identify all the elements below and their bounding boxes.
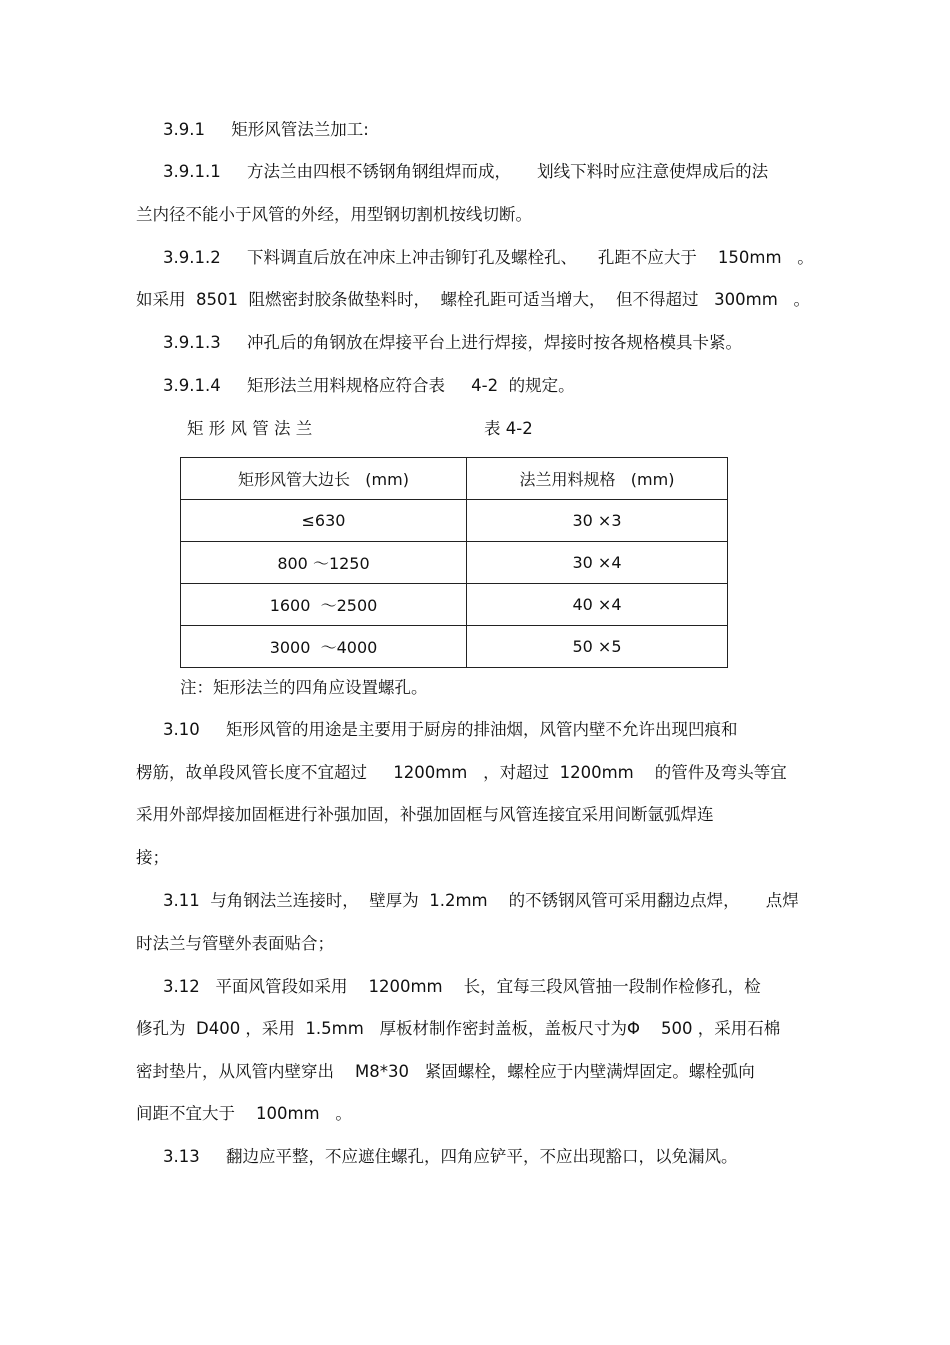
table-row bbox=[181, 626, 728, 668]
table-cell: 3000 ～4000 bbox=[181, 626, 467, 668]
table-header-cell: 法兰用料规格 (mm) bbox=[467, 458, 728, 500]
section-3-12-line-2: 修孔为 D400 ，采用 1.5mm 厚板材制作密封盖板，盖板尺寸为Φ 500 ，采用石棉 bbox=[136, 1019, 781, 1038]
section-3-10-line-4: 接； bbox=[136, 848, 169, 867]
section-3-11-line-1: 3.11 与角钢法兰连接时， 壁厚为 1.2mm 的不锈钢风管可采用翻边点焊， 点焊 bbox=[163, 891, 799, 910]
flange-spec-table bbox=[180, 457, 728, 668]
table-cell: ≤630 bbox=[181, 500, 467, 542]
table-caption-title: 矩 形 风 管 法 兰 bbox=[187, 419, 313, 438]
section-3-10-line-2: 楞筋，故单段风管长度不宜超过 1200mm ，对超过 1200mm 的管件及弯头等宜 bbox=[136, 763, 787, 782]
table-note: 注：矩形法兰的四角应设置螺孔。 bbox=[180, 678, 428, 697]
table-cell: 30 ×3 bbox=[467, 500, 728, 542]
section-3-9-1-heading: 3.9.1 矩形风管法兰加工: bbox=[163, 120, 369, 139]
section-3-12-line-3: 密封垫片，从风管内壁穿出 M8*30 紧固螺栓，螺栓应于内壁满焊固定。螺栓弧向 bbox=[136, 1062, 755, 1081]
table-cell: 800 ～1250 bbox=[181, 542, 467, 584]
section-3-9-1-1-line-2: 兰内径不能小于风管的外经，用型钢切割机按线切断。 bbox=[136, 205, 532, 224]
table-row bbox=[181, 542, 728, 584]
table-row bbox=[181, 584, 728, 626]
section-3-9-1-3: 3.9.1.3 冲孔后的角钢放在焊接平台上进行焊接，焊接时按各规格模具卡紧。 bbox=[163, 333, 742, 352]
section-3-12-line-4: 间距不宜大于 100mm 。 bbox=[136, 1104, 352, 1123]
table-cell: 40 ×4 bbox=[467, 584, 728, 626]
section-3-11-line-2: 时法兰与管壁外表面贴合； bbox=[136, 934, 334, 953]
table-row bbox=[181, 500, 728, 542]
table-cell: 50 ×5 bbox=[467, 626, 728, 668]
section-3-13: 3.13 翻边应平整，不应遮住螺孔，四角应铲平，不应出现豁口，以免漏风。 bbox=[163, 1147, 738, 1166]
section-3-12-line-1: 3.12 平面风管段如采用 1200mm 长，宜每三段风管抽一段制作检修孔，检 bbox=[163, 977, 761, 996]
section-3-10-line-1: 3.10 矩形风管的用途是主要用于厨房的排油烟，风管内壁不允许出现凹痕和 bbox=[163, 720, 738, 739]
table-cell: 30 ×4 bbox=[467, 542, 728, 584]
table-header-row bbox=[181, 458, 728, 500]
table-cell: 1600 ～2500 bbox=[181, 584, 467, 626]
section-3-10-line-3: 采用外部焊接加固框进行补强加固，补强加固框与风管连接宜采用间断氩弧焊连 bbox=[136, 805, 714, 824]
section-3-9-1-1-line-1: 3.9.1.1 方法兰由四根不锈钢角钢组焊而成， 划线下料时应注意使焊成后的法 bbox=[163, 162, 769, 181]
section-3-9-1-2-line-1: 3.9.1.2 下料调直后放在冲床上冲击铆钉孔及螺栓孔、 孔距不应大于 150mm 。 bbox=[163, 248, 814, 267]
table-caption-number: 表 4-2 bbox=[484, 419, 533, 438]
table-header-cell: 矩形风管大边长 (mm) bbox=[181, 458, 467, 500]
section-3-9-1-2-line-2: 如采用 8501 阻燃密封胶条做垫料时， 螺栓孔距可适当增大， 但不得超过 300mm 。 bbox=[136, 290, 811, 309]
section-3-9-1-4: 3.9.1.4 矩形法兰用料规格应符合表 4-2 的规定。 bbox=[163, 376, 575, 395]
